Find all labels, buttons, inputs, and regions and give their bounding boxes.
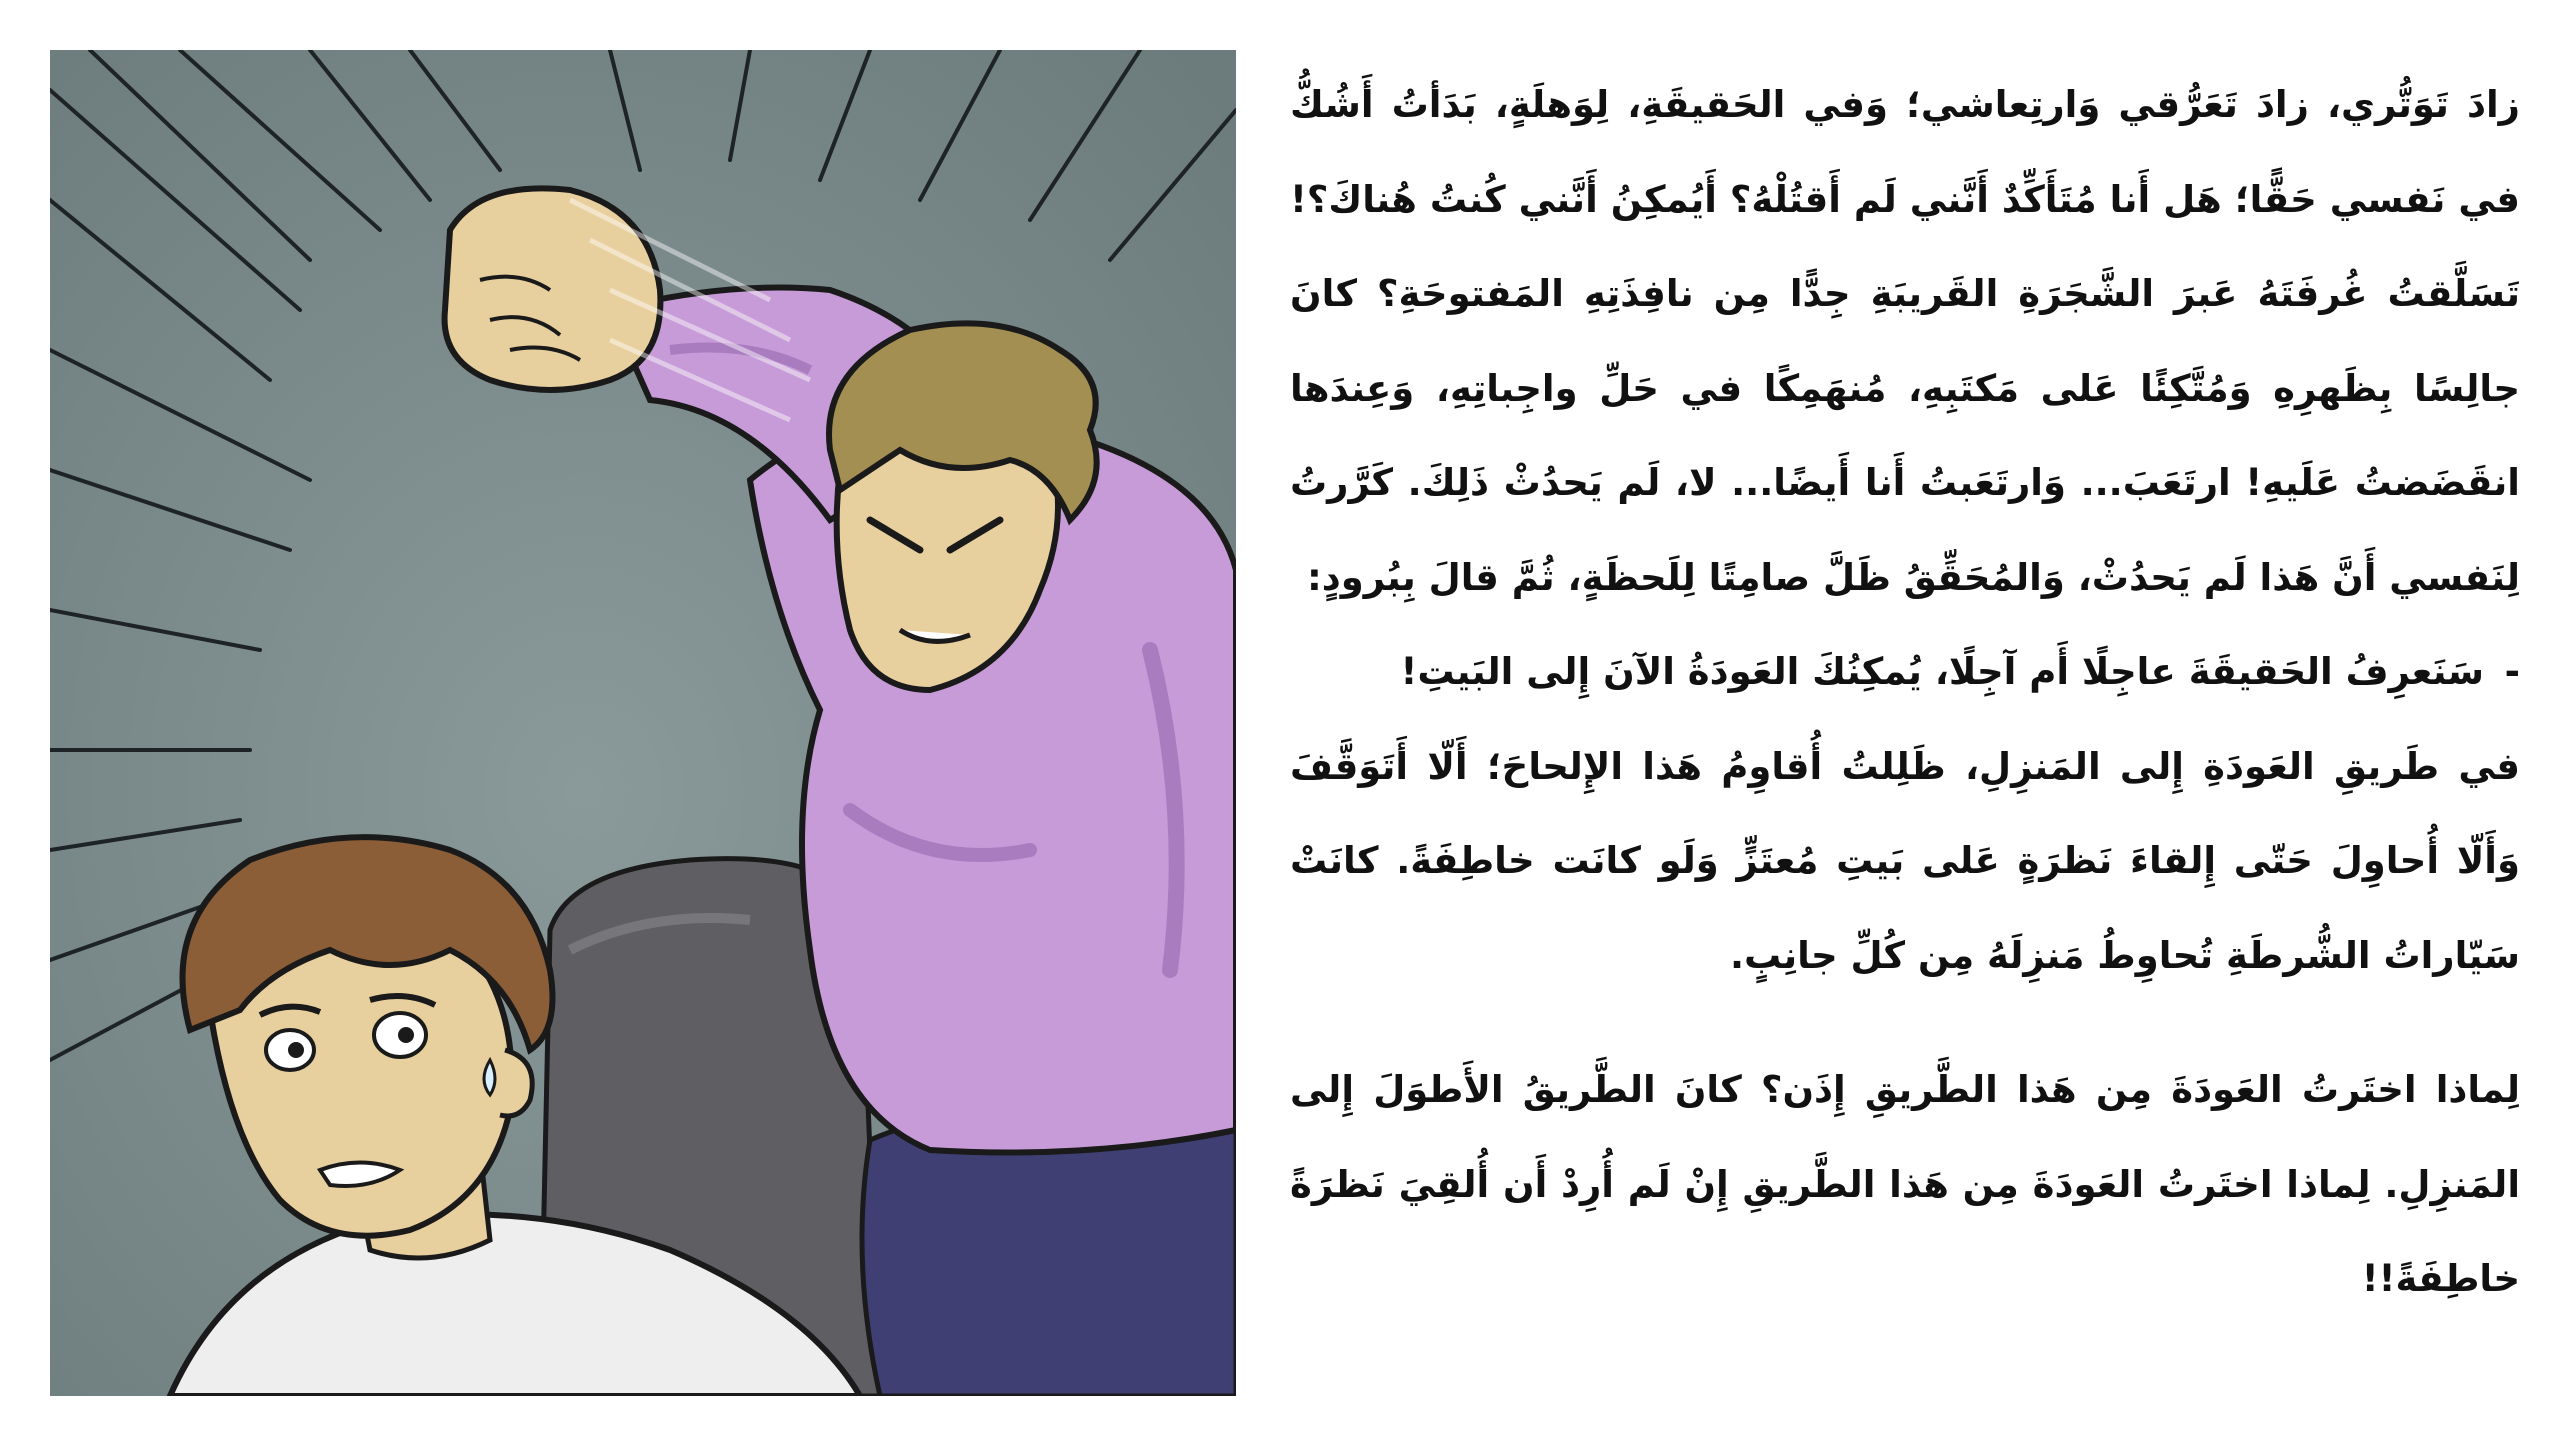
attacker-fist [445,188,661,390]
sweat-drop [484,1060,495,1095]
story-paragraph-2: في طَريقِ العَودَةِ إِلى المَنزِلِ، ظَلِلتُ أُقاوِمُ هَذا الإِلحاحَ؛ أَلّا أَتَوَقَّفَ وَأَلّا أُحاوِلَ حَتّى إِلقاءَ نَظرَةٍ عَلى بَيتِ مُعتَزٍّ وَلَو كانَت خاطِفَةً. كانَتْ سَيّاراتُ الشُّرطَةِ تُحاوِطُ مَنزِلَهُ مِن كُلِّ جانِبٍ. [1290,744,2520,977]
dialogue-line [1290,625,2520,720]
story-paragraph-1: زادَ تَوَتُّري، زادَ تَعَرُّقي وَارتِعاشي؛ وَفي الحَقيقَةِ، لِوَهلَةٍ، بَدَأتُ أَشُكُّ في نَفسي حَقًّا؛ هَل أَنا مُتَأَكِّدٌ أَنَّني لَم أَقتُلْهُ؟ أَيُمكِنُ أَنَّني كُنتُ هُناكَ؟! تَسَلَّقتُ غُرفَتَهُ عَبرَ الشَّجَرَةِ القَريبَةِ جِدًّا مِن نافِذَتِهِ المَفتوحَةِ؟ كانَ جالِسًا بِظَهرِهِ وَمُتَّكِئًا عَلى مَكتَبِهِ، مُنهَمِكًا في حَلِّ واجِباتِهِ، وَعِندَها انقَضَضتُ عَلَيهِ! ارتَعَبَ... وَارتَعَبتُ أَنا أَيضًا... لا، لَم يَحدُثْ ذَلِكَ. كَرَّرتُ لِنَفسي أَنَّ هَذا لَم يَحدُثْ، وَالمُحَقِّقُ ظَلَّ صامِتًا لِلَحظَةٍ، ثُمَّ قالَ بِبُرودٍ: [1290,83,2520,599]
dialogue-text: سَنَعرِفُ الحَقيقَةَ عاجِلًا أَم آجِلًا، يُمكِنُكَ العَودَةُ الآنَ إِلى البَيتِ! [1400,650,2484,693]
story-paragraph-3: لِماذا اختَرتُ العَودَةَ مِن هَذا الطَّريقِ إِذَن؟ كانَ الطَّريقُ الأَطوَلَ إِلى المَنزِلِ. لِماذا اختَرتُ العَودَةَ مِن هَذا الطَّريقِ إِنْ لَم أُرِدْ أَن أُلقِيَ نَظرَةً خاطِفَةً!! [1290,1068,2520,1300]
story-block-1 [1290,58,2520,720]
comic-illustration [50,50,1236,1396]
comic-art [50,50,1236,1396]
dialogue-dash: - [2504,650,2520,693]
story-text [1290,58,2520,1327]
